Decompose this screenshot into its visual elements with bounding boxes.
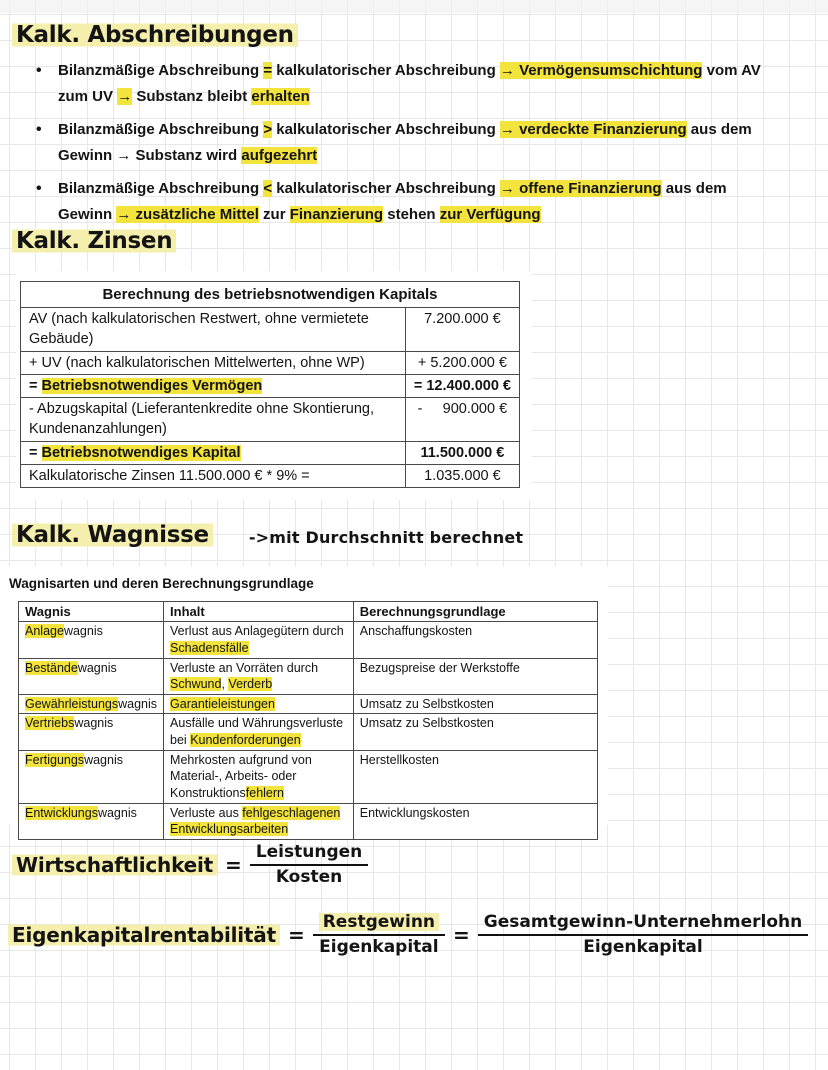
kapital-row-value: 11.500.000 € <box>405 441 519 464</box>
text-segment: = <box>29 444 42 461</box>
kapital-table <box>20 281 520 488</box>
text-segment: zur <box>258 206 290 223</box>
grundlage-cell: Umsatz zu Selbstkosten <box>353 694 597 714</box>
kapital-row-label <box>21 398 406 442</box>
abschreibungen-bullet-list <box>20 58 772 235</box>
fraction-leistungen-kosten <box>250 842 368 889</box>
highlighted-text: Verderb <box>228 677 273 692</box>
highlighted-text: Garantieleistungen <box>170 696 275 711</box>
inhalt-cell <box>164 622 354 658</box>
formula-eigenkapitalrentabilitaet <box>8 912 808 959</box>
text-segment: Verluste aus <box>170 805 243 820</box>
text-segment: = <box>29 377 42 394</box>
kapital-row-label <box>21 374 406 397</box>
kapital-table-row <box>21 308 520 352</box>
wagnisse-table-block <box>0 566 608 837</box>
text-segment: kalkulatorischer Abschreibung <box>272 62 500 79</box>
kapital-row-label <box>21 308 406 352</box>
highlighted-text: → offene Finanzierung <box>499 180 662 197</box>
text-segment: AV (nach kalkulatorischen Restwert, ohne vermietete Gebäude) <box>29 311 369 348</box>
text-segment: Kalkulatorische Zinsen 11.500.000 € * 9% = <box>29 468 310 485</box>
fraction-numerator: Leistungen <box>250 842 368 866</box>
wagnisse-table-row <box>19 803 598 839</box>
grundlage-cell: Herstellkosten <box>353 750 597 803</box>
heading-kalk-abschreibungen-text: Kalk. Abschreibungen <box>12 22 298 48</box>
highlighted-text: → zusätzliche Mittel <box>116 206 259 223</box>
wagnisse-table-row <box>19 622 598 658</box>
text-segment: stehen <box>383 206 440 223</box>
text-segment: - Abzugskapital (Lieferantenkredite ohne Skontierung, Kundenanzahlungen) <box>29 401 374 438</box>
wagnisse-table-header-row <box>19 602 598 622</box>
kapital-row-label <box>21 465 406 488</box>
wagnisse-col-wagnis: Wagnis <box>19 602 164 622</box>
page-top-edge <box>0 0 828 13</box>
bullet-item <box>20 176 772 228</box>
text-segment: Verlust aus Anlagegütern durch <box>170 624 344 639</box>
kapital-row-value: + 5.200.000 € <box>405 351 519 374</box>
heading-kalk-wagnisse-text: Kalk. Wagnisse <box>12 522 213 548</box>
highlighted-text: fehlgeschlagenen Entwicklungsarbeiten <box>170 805 341 837</box>
kapital-table-row <box>21 465 520 488</box>
heading-kalk-abschreibungen <box>12 22 298 48</box>
highlighted-text: Betriebsnotwendiges Kapital <box>41 444 241 461</box>
grundlage-cell: Bezugspreise der Werkstoffe <box>353 658 597 694</box>
kapital-row-value: 1.035.000 € <box>405 465 519 488</box>
wagnis-cell <box>19 714 164 750</box>
equals-sign: = <box>225 853 242 878</box>
wagnisse-col-grundlage: Berechnungsgrundlage <box>353 602 597 622</box>
formula-wirtschaftlichkeit <box>12 842 368 889</box>
kapital-row-value: - 900.000 € <box>405 398 519 442</box>
text-segment: + UV (nach kalkulatorischen Mittelwerten, ohne WP) <box>29 354 365 371</box>
text-segment: , <box>221 677 229 692</box>
grundlage-cell: Umsatz zu Selbstkosten <box>353 714 597 750</box>
highlighted-text: erhalten <box>251 88 310 105</box>
heading-kalk-zinsen-text: Kalk. Zinsen <box>12 228 176 254</box>
fraction-denominator: Eigenkapital <box>319 937 439 958</box>
wagnisse-table-row <box>19 694 598 714</box>
kapital-row-label <box>21 441 406 464</box>
wagnisse-col-inhalt: Inhalt <box>164 602 354 622</box>
bullet-item <box>20 117 772 169</box>
fraction-numerator: Restgewinn <box>319 912 439 932</box>
inhalt-cell <box>164 714 354 750</box>
highlighted-text: → <box>117 88 133 105</box>
formula-wirtschaftlichkeit-lhs: Wirtschaftlichkeit <box>12 853 217 877</box>
wagnis-cell <box>19 750 164 803</box>
kapital-table-body <box>21 308 520 488</box>
highlighted-text: zur Verfügung <box>439 206 541 223</box>
formula-ekr-lhs: Eigenkapitalrentabilität <box>8 923 280 947</box>
wagnisse-table-row <box>19 714 598 750</box>
text-segment: Bilanzmäßige Abschreibung <box>58 62 264 79</box>
text-segment: Bilanzmäßige Abschreibung <box>58 180 264 197</box>
fraction-numerator: Gesamtgewinn-Unternehmerlohn <box>478 912 808 936</box>
inhalt-cell <box>164 694 354 714</box>
fraction-denominator: Eigenkapital <box>583 937 703 958</box>
kapital-table-row <box>21 441 520 464</box>
highlighted-text: Finanzierung <box>289 206 384 223</box>
fraction-restgewinn-eigenkapital <box>313 912 445 959</box>
text-segment: vom AV zum UV <box>58 62 761 105</box>
highlighted-text: aufgezehrt <box>241 147 318 164</box>
wagnisse-table-row <box>19 750 598 803</box>
kapital-row-value: 7.200.000 € <box>405 308 519 352</box>
heading-kalk-zinsen <box>12 228 176 254</box>
wagnisse-table-body <box>19 622 598 840</box>
kapital-table-row <box>21 374 520 397</box>
inhalt-cell <box>164 750 354 803</box>
highlighted-text: → verdeckte Finanzierung <box>499 121 687 138</box>
wagnis-cell <box>19 658 164 694</box>
text-segment: Ausfälle und Währungsverluste bei <box>170 716 344 748</box>
highlighted-text: > <box>263 121 273 138</box>
highlighted-text: < <box>263 180 273 197</box>
kapital-table-row <box>21 398 520 442</box>
wagnis-cell <box>19 622 164 658</box>
highlighted-text: Fertigungs <box>25 752 85 767</box>
highlighted-text: → Vermögensumschichtung <box>499 62 703 79</box>
text-segment: wagnis <box>97 805 137 820</box>
fraction-denominator: Kosten <box>275 867 343 888</box>
kapital-table-title: Berechnung des betriebsnotwendigen Kapitals <box>21 282 520 308</box>
kapital-table-header-row <box>21 282 520 308</box>
text-segment: Substanz bleibt <box>132 88 252 105</box>
wagnis-cell <box>19 694 164 714</box>
text-segment: Verluste an Vorräten durch <box>170 660 319 675</box>
equals-sign: = <box>453 923 470 948</box>
wagnisse-annotation: ->mit Durchschnitt berechnet <box>248 528 524 547</box>
wagnisse-table-title: Wagnisarten und deren Berechnungsgrundlage <box>9 576 314 591</box>
highlighted-text: Anlage <box>25 624 64 639</box>
text-segment: wagnis <box>74 716 114 731</box>
grundlage-cell: Anschaffungskosten <box>353 622 597 658</box>
inhalt-cell <box>164 803 354 839</box>
kapital-row-label <box>21 351 406 374</box>
bullet-item <box>20 58 772 110</box>
text-segment: kalkulatorischer Abschreibung <box>272 121 500 138</box>
grundlage-cell: Entwicklungskosten <box>353 803 597 839</box>
highlighted-text: Vertriebs <box>25 716 75 731</box>
highlighted-text: Gewährleistungs <box>25 696 119 711</box>
highlighted-text: Schadensfälle <box>170 640 249 655</box>
wagnisse-table <box>18 601 598 840</box>
fraction-gesamtgewinn-eigenkapital <box>478 912 808 959</box>
text-segment: wagnis <box>77 660 117 675</box>
highlighted-text: Betriebsnotwendiges Vermögen <box>41 377 263 394</box>
kapital-row-value: = 12.400.000 € <box>405 374 519 397</box>
wagnis-cell <box>19 803 164 839</box>
text-segment: Mehrkosten aufgrund von Material-, Arbeits- oder Konstruktions <box>170 752 312 800</box>
wagnisse-table-row <box>19 658 598 694</box>
text-segment: kalkulatorischer Abschreibung <box>272 180 500 197</box>
text-segment: aus dem Gewinn <box>58 180 727 223</box>
highlighted-text: fehlern <box>245 785 284 800</box>
kapital-table-block <box>16 271 532 500</box>
inhalt-cell <box>164 658 354 694</box>
heading-kalk-wagnisse <box>12 522 523 548</box>
text-segment: wagnis <box>84 752 123 767</box>
equals-sign: = <box>287 923 305 948</box>
text-segment: wagnis <box>118 696 158 711</box>
text-segment: wagnis <box>63 624 103 639</box>
highlighted-text: Bestände <box>25 660 78 675</box>
highlighted-text: Kundenforderungen <box>190 733 301 748</box>
kapital-table-row <box>21 351 520 374</box>
highlighted-text: = <box>263 62 273 79</box>
highlighted-text: Entwicklungs <box>25 805 98 820</box>
highlighted-text: Schwund <box>170 677 222 692</box>
text-segment: aus dem Gewinn → Substanz wird <box>58 121 752 164</box>
text-segment: Bilanzmäßige Abschreibung <box>58 121 264 138</box>
